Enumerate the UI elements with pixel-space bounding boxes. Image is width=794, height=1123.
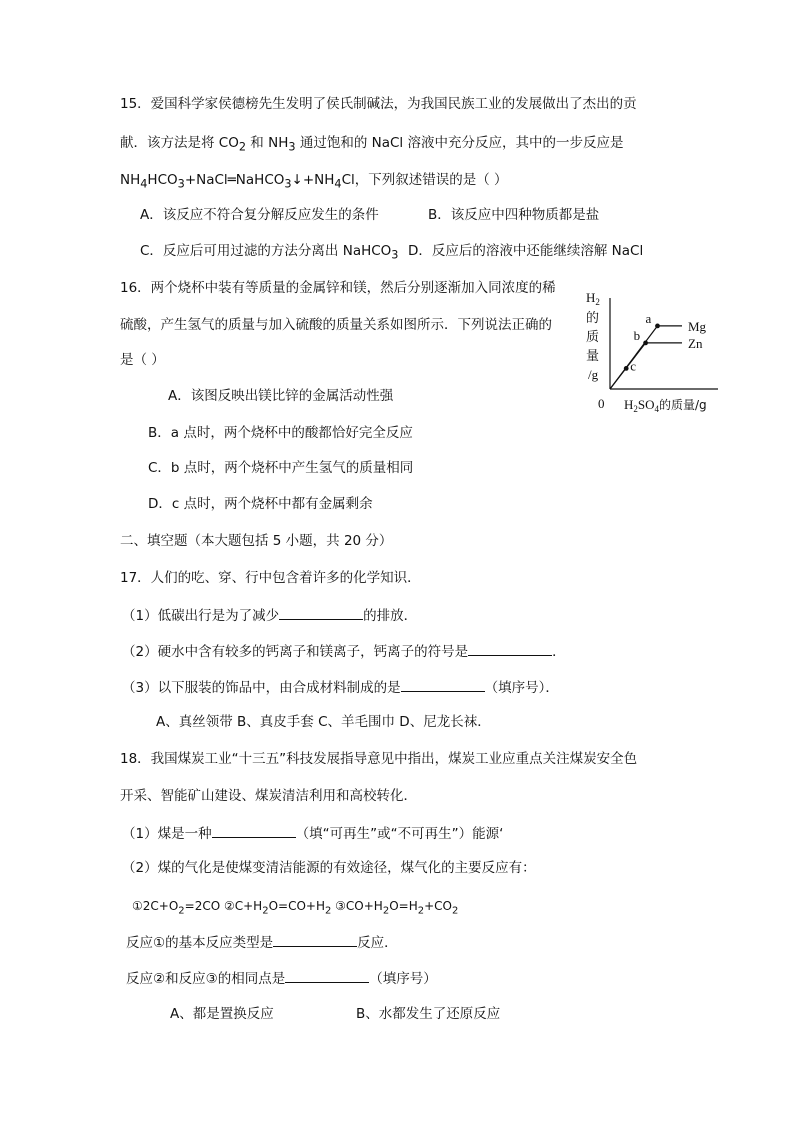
q18-line1: 18．我国煤炭工业“十三五”科技发展指导意见中指出，煤炭工业应重点关注煤炭安全色 bbox=[120, 751, 638, 767]
q17-part2 bbox=[122, 640, 566, 662]
q18-part1-b: （填“可再生”或“不可再生”）能源‘ bbox=[295, 826, 504, 842]
q17-part1-a: （1）低碳出行是为了减少 bbox=[122, 608, 280, 624]
q15-line2-a: 献．该方法是将 CO bbox=[120, 135, 239, 151]
q16-option-d: D．c 点时，两个烧杯中都有金属剩余 bbox=[148, 496, 373, 512]
q15-line2-c: 通过饱和的 NaCl 溶液中充分反应，其中的一步反应是 bbox=[295, 135, 624, 151]
point-b-marker bbox=[643, 341, 648, 346]
q17-blank1[interactable] bbox=[279, 604, 363, 620]
q15-line1: 15．爱国科学家侯德榜先生发明了侯氏制碱法，为我国民族工业的发展做出了杰出的贡 bbox=[120, 96, 637, 112]
q17-part1 bbox=[122, 604, 417, 626]
q18-r1-sub3: 2 bbox=[324, 905, 332, 917]
y-label-h: $H_2$ bbox=[586, 290, 600, 307]
q15-eq-d: ↓+NH bbox=[291, 172, 335, 188]
q18-blank3[interactable] bbox=[285, 967, 369, 983]
y-axis-label bbox=[586, 290, 600, 382]
section2-heading: 二、填空题（本大题包括 5 小题，共 20 分） bbox=[120, 533, 393, 549]
point-b-label: b bbox=[633, 327, 641, 343]
q15-option-b: B．该反应中四种物质都是盐 bbox=[428, 207, 600, 223]
q17-stem: 17．人们的吃、穿、行中包含着许多的化学知识． bbox=[120, 570, 421, 586]
q17-part2-b: ． bbox=[552, 644, 566, 660]
q18-t1-b: 反应． bbox=[357, 935, 398, 951]
q18-r1-a: ①2C+O bbox=[132, 899, 179, 913]
q18-r1-e: O=H bbox=[389, 899, 418, 913]
series-zn-line bbox=[610, 343, 682, 389]
q18-r1-sub2: 2 bbox=[262, 905, 269, 917]
point-a-label: a bbox=[645, 310, 652, 326]
q18-r1-c: O=CO+H bbox=[268, 899, 325, 913]
q18-type-question bbox=[126, 931, 398, 953]
q17-part3-b: （填序号）． bbox=[484, 680, 559, 696]
point-a-marker bbox=[655, 324, 660, 329]
q18-r1-sub1: 2 bbox=[178, 905, 185, 917]
q15-eq-sub3: 3 bbox=[284, 177, 292, 191]
q18-choice-b: B、水都发生了还原反应 bbox=[356, 1006, 501, 1022]
q18-r1-sub4: 2 bbox=[382, 905, 390, 917]
q18-part1 bbox=[122, 822, 503, 844]
q17-part2-a: （2）硬水中含有较多的钙离子和镁离子，钙离子的符号是 bbox=[122, 644, 469, 660]
q18-part1-a: （1）煤是一种 bbox=[122, 826, 212, 842]
q15-eq-sub2: 3 bbox=[177, 177, 185, 191]
q16-line1: 16．两个烧杯中装有等质量的金属锌和镁，然后分别逐渐加入同浓度的稀 bbox=[120, 280, 556, 296]
q17-part3-a: （3）以下服装的饰品中，由合成材料制成的是 bbox=[122, 680, 401, 696]
q17-choices: A、真丝领带 B、真皮手套 C、羊毛围巾 D、尼龙长袜． bbox=[156, 714, 491, 730]
q16-line3: 是（ ） bbox=[120, 352, 165, 368]
q18-reactions bbox=[132, 896, 458, 921]
q15-eq-sub4: 4 bbox=[334, 177, 342, 191]
q18-t2-b: （填序号） bbox=[369, 971, 437, 987]
q16-option-a: A．该图反映出镁比锌的金属活动性强 bbox=[168, 388, 394, 404]
q15-option-a: A．该反应不符合复分解反应发生的条件 bbox=[140, 207, 379, 223]
q15-option-d: D．反应后的溶液中还能继续溶解 NaCl bbox=[408, 243, 644, 259]
q18-r1-d: ③CO+H bbox=[331, 899, 383, 913]
q15-option-c-sub: 3 bbox=[391, 248, 399, 262]
q15-line2-sub1: 2 bbox=[238, 140, 247, 154]
q15-eq-a: NH bbox=[120, 172, 141, 188]
q18-r1-sub6: 2 bbox=[452, 905, 459, 917]
q15-eq-e: Cl，下列叙述错误的是（ ） bbox=[341, 172, 508, 188]
point-c-label: c bbox=[630, 358, 636, 374]
q17-part3 bbox=[122, 676, 559, 698]
hydrogen-mass-chart bbox=[578, 288, 728, 418]
q16-line2: 硫酸，产生氢气的质量与加入硫酸的质量关系如图所示．下列说法正确的 bbox=[120, 317, 552, 333]
q15-equation bbox=[120, 170, 508, 195]
q18-choice-a: A、都是置换反应 bbox=[170, 1006, 274, 1022]
q18-part2: （2）煤的气化是使煤变清洁能源的有效途径，煤气化的主要反应有： bbox=[122, 860, 536, 876]
q17-part1-b: 的排放． bbox=[363, 608, 418, 624]
q15-option-c-text: C．反应后可用过滤的方法分离出 NaHCO bbox=[140, 243, 392, 259]
y-label-zhi: 质 bbox=[586, 330, 600, 345]
series-zn-label: Zn bbox=[688, 335, 703, 351]
q15-eq-c: +NaCl═NaHCO bbox=[184, 172, 285, 188]
series-mg-label: Mg bbox=[688, 318, 707, 334]
q17-blank2[interactable] bbox=[468, 640, 552, 656]
series-mg-line bbox=[610, 326, 682, 389]
q18-t1-a: 反应①的基本反应类型是 bbox=[126, 935, 274, 951]
q16-option-c: C．b 点时，两个烧杯中产生氢气的质量相同 bbox=[148, 460, 414, 476]
q18-r1-f: +CO bbox=[424, 899, 453, 913]
q18-blank1[interactable] bbox=[212, 822, 296, 838]
x-axis-label: $H_2SO_4$的质量/g bbox=[624, 397, 707, 414]
q18-t2-a: 反应②和反应③的相同点是 bbox=[126, 971, 286, 987]
q18-blank2[interactable] bbox=[273, 931, 357, 947]
q18-r1-sub5: 2 bbox=[417, 905, 425, 917]
y-label-liang: 量 bbox=[586, 349, 600, 364]
q15-eq-b: HCO bbox=[147, 172, 178, 188]
q15-line2-sub2: 3 bbox=[288, 140, 296, 154]
origin-label: 0 bbox=[598, 396, 605, 411]
q15-line2-b: 和 NH bbox=[246, 135, 289, 151]
q18-r1-b: =2CO ②C+H bbox=[184, 899, 263, 913]
q18-common-question bbox=[126, 967, 437, 989]
q16-option-b: B．a 点时，两个烧杯中的酸都恰好完全反应 bbox=[148, 425, 413, 441]
y-label-de: 的 bbox=[586, 311, 600, 326]
q15-eq-sub1: 4 bbox=[140, 177, 148, 191]
q15-option-c bbox=[140, 241, 398, 266]
y-label-unit: /g bbox=[588, 367, 599, 382]
point-c-marker bbox=[624, 366, 629, 371]
q17-blank3[interactable] bbox=[401, 676, 485, 692]
q15-line2 bbox=[120, 133, 623, 158]
q18-line2: 开采、智能矿山建设、煤炭清洁利用和高校转化． bbox=[120, 788, 417, 804]
